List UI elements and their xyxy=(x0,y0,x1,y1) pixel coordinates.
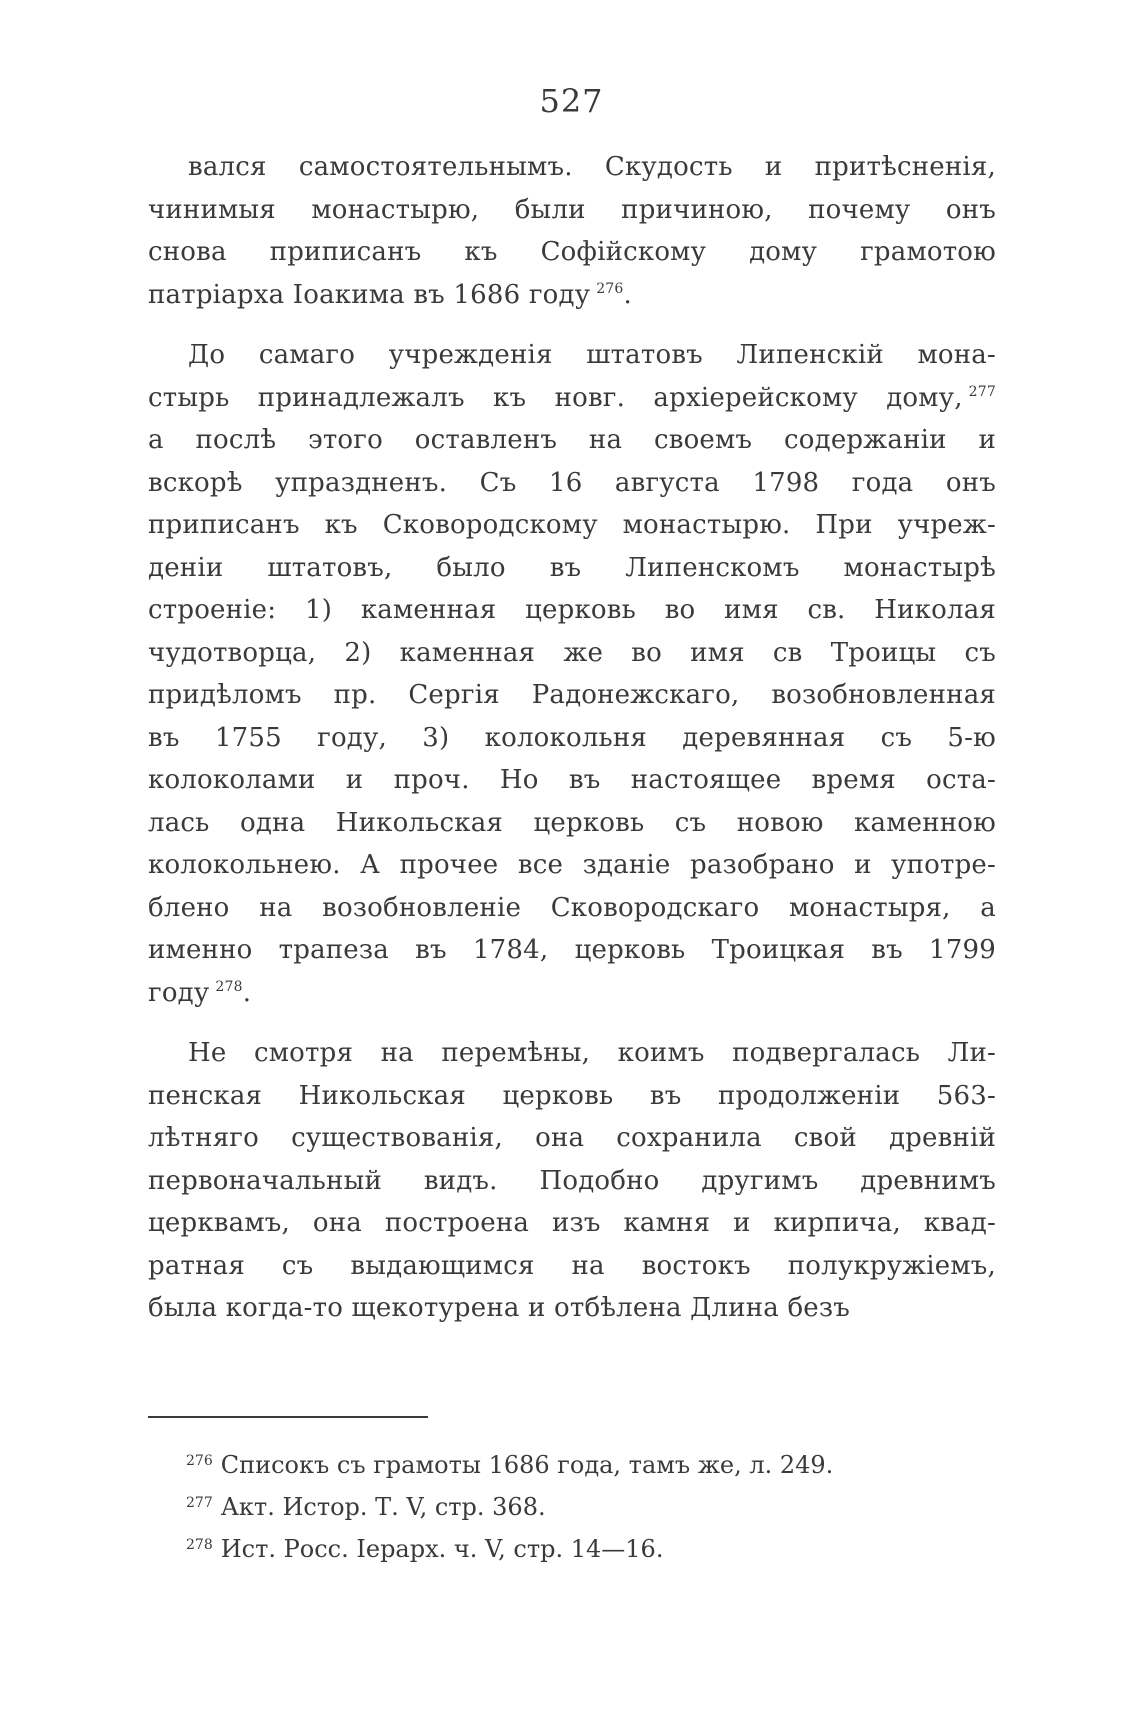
text-line: чудотворца, 2) каменная же во имя св Троицы съ xyxy=(148,637,996,668)
text-line: вскорѣ упраздненъ. Съ 16 августа 1798 года онъ xyxy=(148,467,996,498)
text-line: а послѣ этого оставленъ на своемъ содержаніи и xyxy=(148,425,996,455)
text-line: пенская Никольская церковь въ продолженіи 563- xyxy=(148,1080,996,1111)
footnote xyxy=(186,1526,946,1568)
page-number: 527 xyxy=(539,82,604,120)
text-line: Не смотря на перемѣны, коимъ подвергалась Ли- xyxy=(188,1038,996,1068)
text-line: церквамъ, она построена изъ камня и кирпича, квад- xyxy=(148,1208,996,1238)
text-line: первоначальный видъ. Подобно другимъ древнимъ xyxy=(148,1165,996,1196)
footnote xyxy=(186,1442,946,1484)
text-line: До самаго учрежденія штатовъ Липенскій мона- xyxy=(188,340,996,370)
text-line: лась одна Никольская церковь съ новою каменною xyxy=(148,807,996,838)
text-line: блено на возобновленіе Сковородскаго монастыря, а xyxy=(148,892,996,923)
footnote-number: 276 xyxy=(186,1453,213,1469)
text-line: деніи штатовъ, было въ Липенскомъ монастырѣ xyxy=(148,552,996,583)
line-punct: . xyxy=(242,977,252,1008)
text-line: въ 1755 году, 3) колокольня деревянная съ 5-ю xyxy=(148,722,996,753)
body-text xyxy=(148,146,996,1330)
text-line xyxy=(148,377,996,420)
paragraph xyxy=(148,146,996,316)
text-line: именно трапеза въ 1784, церковь Троицкая въ 1799 xyxy=(148,935,996,965)
text-line: колоколами и проч. Но въ настоящее время оста- xyxy=(148,765,996,795)
footnotes xyxy=(186,1442,946,1568)
text-line: чинимыя монастырю, были причиною, почему онъ xyxy=(148,194,996,225)
text-line: приписанъ къ Сковородскому монастырю. При учреж- xyxy=(148,510,996,540)
line-punct: . xyxy=(623,279,632,310)
footnote xyxy=(186,1484,946,1526)
footnote-number: 278 xyxy=(186,1537,213,1553)
paragraph xyxy=(148,334,996,1014)
text-line: снова приписанъ къ Софійскому дому грамотою xyxy=(148,237,996,267)
line-text: стырь принадлежалъ къ новг. архіерейскому дому, xyxy=(148,382,963,413)
footnote-ref: 276 xyxy=(596,280,624,297)
line-text: году xyxy=(148,977,210,1008)
text-line: вался самостоятельнымъ. Скудость и притѣсненія, xyxy=(188,152,996,182)
text-line: строеніе: 1) каменная церковь во имя св. Николая xyxy=(148,595,996,625)
text-line: колокольнею. А прочее все зданіе разобрано и употре- xyxy=(148,850,996,880)
line-text: патріарха Іоакима въ 1686 году xyxy=(148,279,591,310)
text-line xyxy=(148,274,996,317)
footnote-text: Акт. Истор. Т. V, стр. 368. xyxy=(220,1493,546,1521)
text-line xyxy=(148,972,996,1015)
footnote-separator xyxy=(148,1416,428,1418)
footnote-text: Ист. Росс. Іерарх. ч. V, стр. 14—16. xyxy=(220,1535,664,1563)
text-line: была когда-то щекотурена и отбѣлена Длина безъ xyxy=(148,1293,851,1323)
footnote-ref: 277 xyxy=(968,383,996,400)
text-line: ратная съ выдающимся на востокъ полукружіемъ, xyxy=(148,1250,996,1281)
text-line: придѣломъ пр. Сергія Радонежскаго, возобновленная xyxy=(148,680,996,710)
footnote-text: Списокъ съ грамоты 1686 года, тамъ же, л. 249. xyxy=(220,1451,834,1479)
footnote-number: 277 xyxy=(186,1495,213,1511)
footnote-ref: 278 xyxy=(215,978,243,995)
text-line: лѣтняго существованія, она сохранила свой древній xyxy=(148,1123,996,1153)
paragraph xyxy=(148,1032,996,1330)
